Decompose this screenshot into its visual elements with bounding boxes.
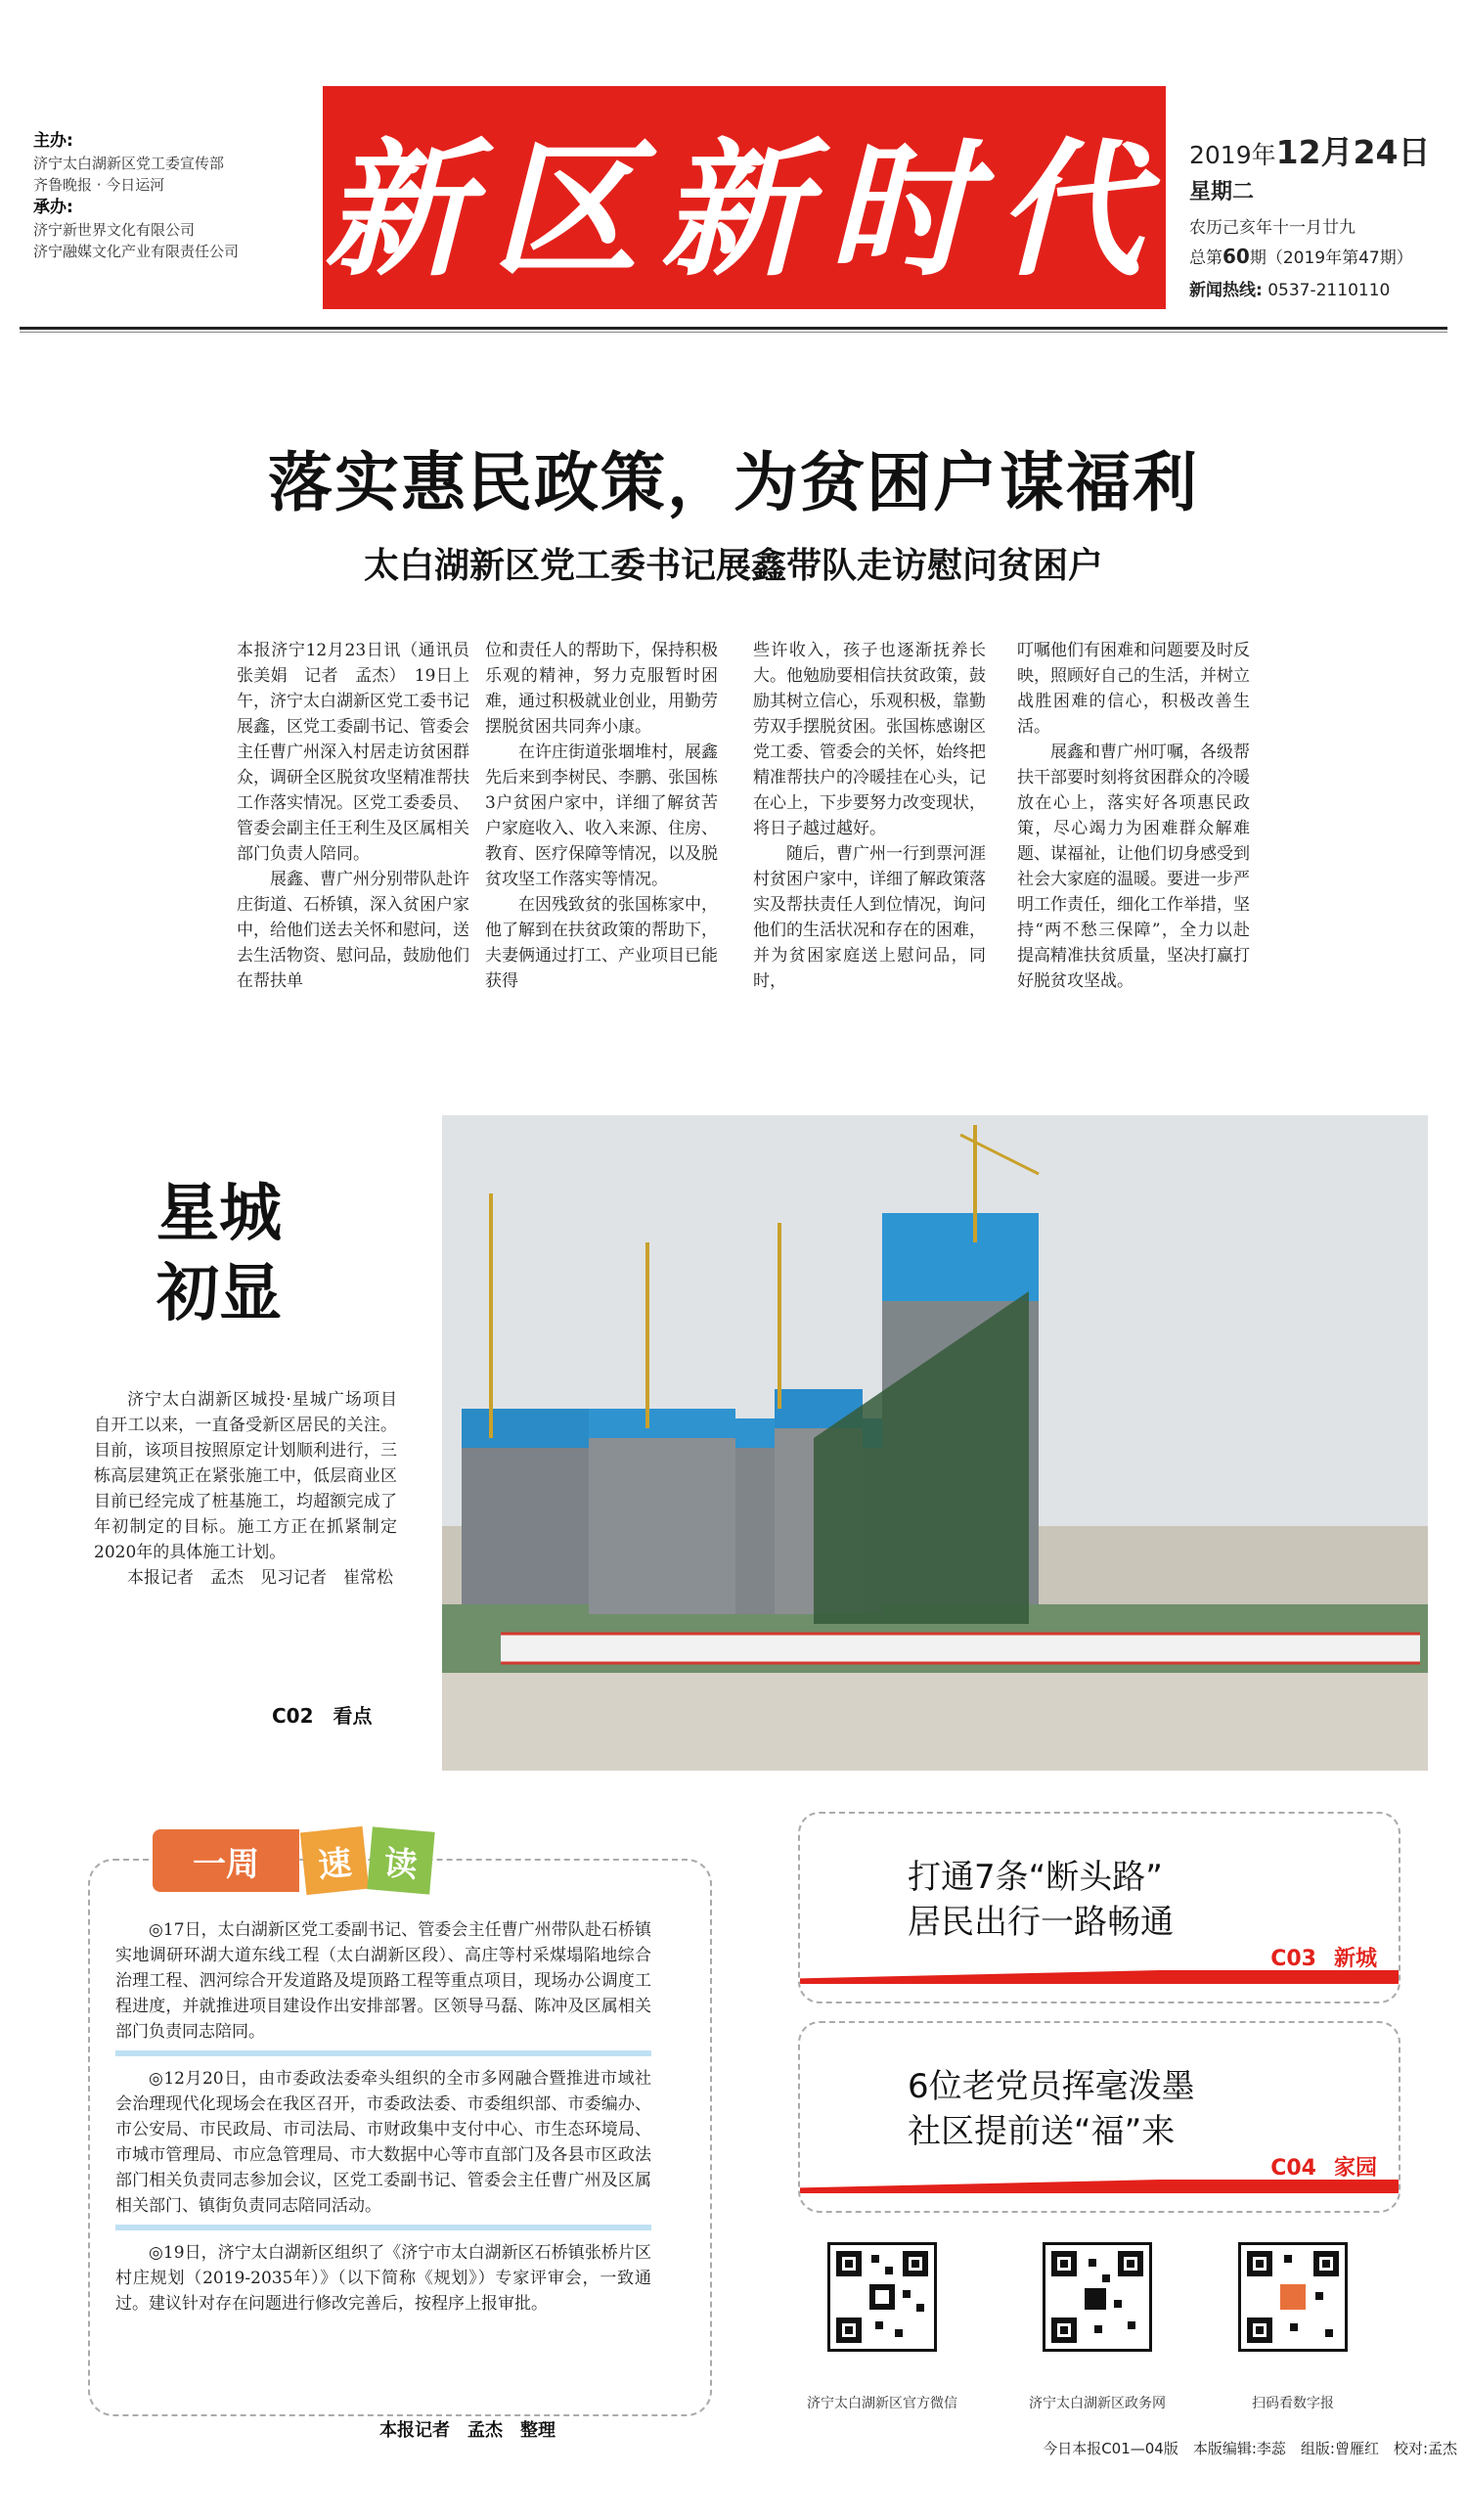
organizer-label: 承办: bbox=[33, 198, 73, 217]
newspaper-logo: 新区新时代 bbox=[323, 86, 1166, 309]
masthead-divider bbox=[20, 327, 1447, 330]
organizer-line: 济宁融媒文化产业有限责任公司 bbox=[33, 243, 240, 260]
lead-headline: 落实惠民政策，为贫困户谋福利 bbox=[268, 445, 1199, 520]
week-digest-badge bbox=[153, 1829, 436, 1890]
week-digest-body bbox=[115, 1917, 651, 2317]
article-paragraph: 展鑫、曹广州分别带队赴许庄街道、石桥镇，深入贫困户家中，给他们送去关怀和慰问，送去生活物资、慰问品，鼓励他们在帮扶单 bbox=[237, 870, 469, 991]
badge-part: 读 bbox=[367, 1826, 434, 1894]
qr-caption: 扫码看数字报 bbox=[1252, 2396, 1334, 2411]
teaser-title: 打通7条“断头路” 居民出行一路畅通 bbox=[908, 1858, 1174, 1942]
teaser-title: 6位老党员挥毫泼墨 社区提前送“福”来 bbox=[908, 2067, 1195, 2151]
photo-title: 星城 初显 bbox=[156, 1178, 282, 1330]
digest-item: ◎12月20日，由市委政法委牵头组织的全市多网融合暨推进市域社会治理现代化现场会在我区召开，市委政法委、市委组织部、市委编办、市公安局、市民政局、市司法局、市财政集中支付中心、市生态环境局、市城市管理局、市应急管理局、市大数据中心等市直部门及各县市区政法部门相关负责同志参加会议，区党工委副书记、管委会主任曹广州及区属相关部门、镇街负责同志陪同活动。 bbox=[115, 2069, 651, 2216]
sponsor-line: 齐鲁晚报 · 今日运河 bbox=[33, 176, 165, 194]
digest-signature: 本报记者 孟杰 整理 bbox=[379, 2420, 556, 2441]
lead-subhead: 太白湖新区党工委书记展鑫带队走访慰问贫困户 bbox=[363, 546, 1103, 586]
qr-pattern-icon bbox=[830, 2245, 934, 2349]
teaser-accent-bar bbox=[800, 2180, 1399, 2193]
article-paragraph: 在因残致贫的张国栋家中，他了解到在扶贫政策的帮助下，夫妻俩通过打工、产业项目已能获得 bbox=[485, 895, 718, 991]
lunar-date: 农历己亥年十一月廿九 bbox=[1189, 218, 1356, 238]
issue-date: 2019年12月24日 bbox=[1189, 133, 1431, 171]
qr-caption: 济宁太白湖新区政务网 bbox=[1029, 2396, 1166, 2411]
divider bbox=[115, 2225, 651, 2230]
article-paragraph: 在许庄街道张堌堆村，展鑫先后来到李树民、李鹏、张国栋3户贫困户家中，详细了解贫苦户家庭收入、收入来源、住房、教育、医疗保障等情况，以及脱贫攻坚工作落实等情况。 bbox=[485, 742, 718, 889]
news-hotline: 新闻热线: 0537-2110110 bbox=[1189, 281, 1391, 300]
construction-photo bbox=[442, 1115, 1428, 1771]
qr-pattern-icon bbox=[1241, 2245, 1345, 2349]
teaser-card[interactable] bbox=[798, 2021, 1400, 2213]
qr-caption: 济宁太白湖新区官方微信 bbox=[807, 2396, 957, 2411]
sponsor-label: 主办: bbox=[33, 131, 73, 151]
page-footer: 今日本报C01—04版 本版编辑:李蕊 组版:曾雁红 校对:孟杰 bbox=[1043, 2440, 1457, 2457]
article-column-3 bbox=[753, 638, 986, 994]
date-block bbox=[1189, 127, 1453, 300]
digest-item: ◎17日，太白湖新区党工委副书记、管委会主任曹广州带队赴石桥镇实地调研环湖大道东线工程（太白湖新区段）、高庄等村采煤塌陷地综合治理工程、泗河综合开发道路及堤顶路工程等重点项目，现场办公调度工程进度，并就推进项目建设作出安排部署。区领导马磊、陈冲及区属相关部门负责同志陪同。 bbox=[115, 1920, 651, 2042]
article-column-2 bbox=[485, 638, 718, 994]
masthead-divider-thin bbox=[20, 332, 1447, 333]
badge-part: 速 bbox=[300, 1826, 369, 1895]
construction-site-illustration bbox=[442, 1115, 1428, 1771]
divider bbox=[115, 2050, 651, 2056]
article-paragraph: 位和责任人的帮助下，保持积极乐观的精神，努力克服暂时困难，通过积极就业创业，用勤劳摆脱贫困共同奔小康。 bbox=[485, 641, 718, 737]
article-column-4 bbox=[1017, 638, 1250, 994]
article-column-1 bbox=[237, 638, 486, 994]
article-paragraph: 本报济宁12月23日讯（通讯员 张美娟 记者 孟杰） 19日上午，济宁太白湖新区党工委书记展鑫，区党工委副书记、管委会主任曹广州深入村居走访贫困群众，调研全区脱贫攻坚精准帮扶工作落实情况。区党工委委员、管委会副主任王利生及区属相关部门负责人陪同。 bbox=[237, 641, 486, 864]
qr-code[interactable] bbox=[827, 2242, 937, 2352]
page-reference[interactable]: C02 看点 bbox=[272, 1704, 373, 1728]
qr-code[interactable] bbox=[1043, 2242, 1152, 2352]
photo-caption bbox=[94, 1387, 397, 1591]
sponsor-block bbox=[33, 129, 327, 262]
organizer-line: 济宁新世界文化有限公司 bbox=[33, 221, 196, 239]
badge-part: 一周 bbox=[153, 1829, 299, 1892]
weekday: 星期二 bbox=[1189, 180, 1255, 204]
qr-pattern-icon bbox=[1045, 2245, 1149, 2349]
issue-number: 总第60期（2019年第47期） bbox=[1189, 245, 1413, 268]
sponsor-line: 济宁太白湖新区党工委宣传部 bbox=[33, 155, 225, 172]
digest-item: ◎19日，济宁太白湖新区组织了《济宁市太白湖新区石桥镇张桥片区村庄规划（2019-2035年）》（以下简称《规划》）专家评审会，一致通过。建议针对存在问题进行修改完善后，按程序上报审批。 bbox=[115, 2243, 651, 2314]
photo-byline: 本报记者 孟杰 见习记者 崔常松 bbox=[127, 1568, 393, 1588]
article-paragraph: 展鑫和曹广州叮嘱，各级帮扶干部要时刻将贫困群众的冷暖放在心上，落实好各项惠民政策，尽心竭力为困难群众解难题、谋福祉，让他们切身感受到社会大家庭的温暖。要进一步严明工作责任，细化工作举措，坚持“两不愁三保障”，全力以赴提高精准扶贫质量，坚决打赢打好脱贫攻坚战。 bbox=[1017, 742, 1250, 991]
article-paragraph: 叮嘱他们有困难和问题要及时反映，照顾好自己的生活，并树立战胜困难的信心，积极改善生活。 bbox=[1017, 641, 1250, 737]
teaser-section: C04 家园 bbox=[1270, 2156, 1377, 2181]
article-paragraph: 随后，曹广州一行到票河涯村贫困户家中，详细了解政策落实及帮扶责任人到位情况，询问他们的生活状况和存在的困难，并为贫困家庭送上慰问品，同时， bbox=[753, 844, 986, 991]
teaser-accent-bar bbox=[800, 1970, 1399, 1984]
qr-code[interactable] bbox=[1238, 2242, 1348, 2352]
teaser-card[interactable] bbox=[798, 1812, 1400, 2003]
caption-text: 济宁太白湖新区城投·星城广场项目自开工以来，一直备受新区居民的关注。目前，该项目按照原定计划顺利进行，三栋高层建筑正在紧张施工中，低层商业区目前已经完成了桩基施工，均超额完成了年初制定的目标。施工方正在抓紧制定2020年的具体施工计划。 bbox=[94, 1390, 397, 1562]
teaser-section: C03 新城 bbox=[1270, 1947, 1377, 1971]
article-paragraph: 些许收入，孩子也逐渐抚养长大。他勉励要相信扶贫政策，鼓励其树立信心，乐观积极，靠勤劳双手摆脱贫困。张国栋感谢区党工委、管委会的关怀，始终把精准帮扶户的冷暖挂在心头，记在心上，下步要努力改变现状，将日子越过越好。 bbox=[753, 641, 986, 838]
